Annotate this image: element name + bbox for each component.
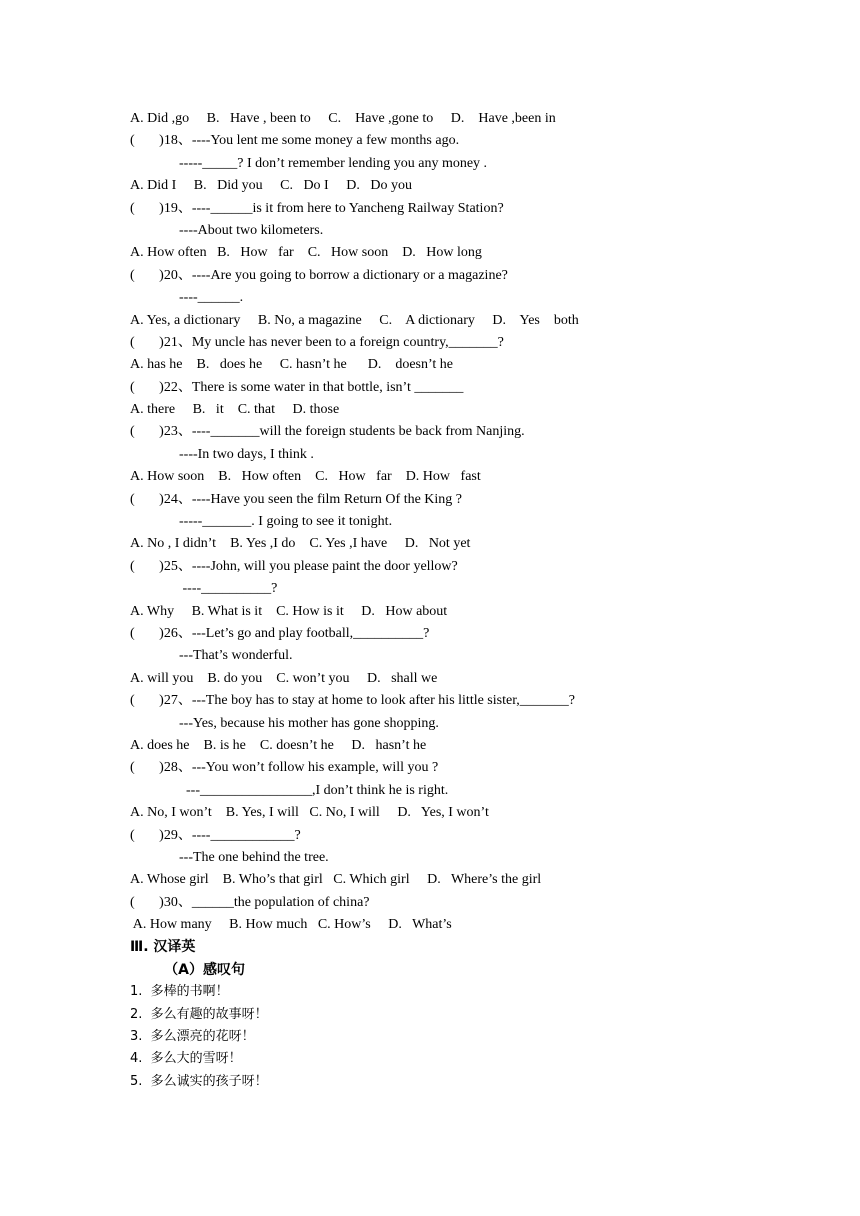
list-item: 2. 多么有趣的故事呀！ [130,1006,268,1022]
response-line: -----_____? I don’t remember lending you any money . [130,155,488,171]
question-22: ( )22、There is some water in that bottle, isn’t _______ [130,379,464,395]
question-19: ( )19、----______is it from here to Yancheng Railway Station? [130,200,504,216]
question-25: ( )25、----John, will you please paint the door yellow? [130,558,458,574]
option-line: A. Yes, a dictionary B. No, a magazine C. A dictionary D. Yes both [130,312,579,328]
subsection-heading: （A）感叹句 [130,961,245,978]
response-line: ---That’s wonderful. [130,648,293,664]
response-line: ----______. [130,290,244,306]
question-26: ( )26、---Let’s go and play football,__________? [130,625,430,641]
response-line: ---Yes, because his mother has gone shopping. [130,715,439,731]
question-28: ( )28、---You won’t follow his example, will you ? [130,760,439,776]
option-line: A. How soon B. How often C. How far D. How fast [130,469,481,485]
option-line: A. How often B. How far C. How soon D. How long [130,245,482,261]
question-23: ( )23、----_______will the foreign students be back from Nanjing. [130,424,525,440]
option-line: A. will you B. do you C. won’t you D. shall we [130,670,438,686]
option-line: A. Did ,go B. Have , been to C. Have ,gone to D. Have ,been in [130,111,556,126]
question-24: ( )24、----Have you seen the film Return Of the King ? [130,491,463,507]
response-line: ----__________? [130,581,278,597]
document-page [130,108,730,1093]
list-item: 3. 多么漂亮的花呀！ [130,1029,255,1045]
option-line: A. No, I won’t B. Yes, I will C. No, I will D. Yes, I won’t [130,805,489,821]
question-20: ( )20、----Are you going to borrow a dictionary or a magazine? [130,267,508,283]
response-line: ---The one behind the tree. [130,849,329,865]
option-line: A. there B. it C. that D. those [130,402,340,418]
option-line: A. does he B. is he C. doesn’t he D. hasn’t he [130,737,427,753]
option-line: A. No , I didn’t B. Yes ,I do C. Yes ,I have D. Not yet [130,536,471,552]
option-line: A. Did I B. Did you C. Do I D. Do you [130,178,412,194]
response-line: -----_______. I going to see it tonight. [130,514,393,530]
question-18: ( )18、----You lent me some money a few months ago. [130,133,460,149]
list-item: 1. 多棒的书啊！ [130,984,229,1000]
translation-section [130,936,730,1093]
option-line: A. How many B. How much C. How’s D. What’s [130,917,452,933]
section-heading: Ⅲ. 汉译英 [130,939,196,956]
response-line: ---________________,I don’t think he is right. [130,782,449,798]
question-30: ( )30、______the population of china? [130,894,370,910]
question-29: ( )29、----____________? [130,827,301,843]
list-item: 5. 多么诚实的孩子呀！ [130,1073,268,1089]
response-line: ----In two days, I think . [130,446,314,462]
response-line: ----About two kilometers. [130,222,324,238]
question-21: ( )21、My uncle has never been to a foreign country,_______? [130,334,504,350]
exercise-block [130,108,730,936]
option-line: A. has he B. does he C. hasn’t he D. doesn’t he [130,357,453,373]
option-line: A. Whose girl B. Who’s that girl C. Which girl D. Where’s the girl [130,872,542,888]
question-27: ( )27、---The boy has to stay at home to look after his little sister,_______? [130,693,576,709]
option-line: A. Why B. What is it C. How is it D. How about [130,603,448,619]
list-item: 4. 多么大的雪呀！ [130,1051,242,1067]
